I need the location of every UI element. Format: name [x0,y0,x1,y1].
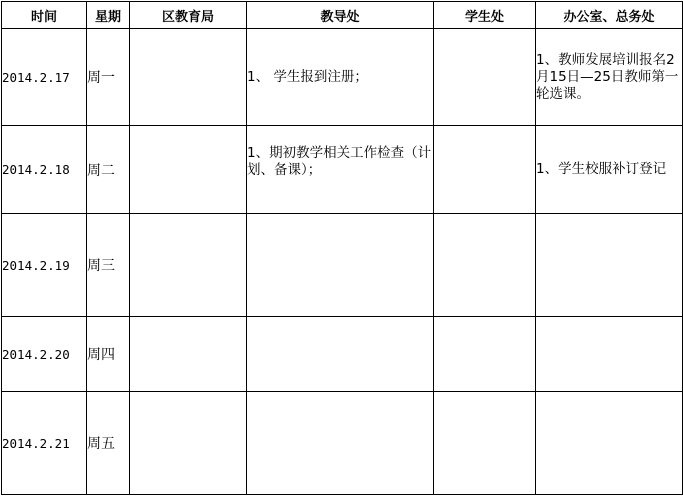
office-cell [536,392,683,495]
date-cell: 2014.2.18 [2,126,87,214]
table-row [2,29,683,126]
table-row [2,392,683,495]
weekday-cell: 周四 [87,317,130,392]
office-cell [536,126,683,214]
header-admin-office: 办公室、总务处 [536,2,683,29]
header-weekday: 星期 [87,2,130,29]
district-cell [130,29,247,126]
office-note: 1、教师发展培训报名2月15日—25日教师第一轮选课。 [536,51,679,102]
header-student-office: 学生处 [434,2,536,29]
teaching-note: 1、期初教学相关工作检查（计划、备课）； [247,145,432,178]
district-cell [130,214,247,317]
district-cell [130,392,247,495]
office-note: 1、学生校服补订登记 [536,161,667,177]
teaching-cell [247,29,434,126]
weekly-schedule-table [1,1,683,495]
students-cell [434,214,536,317]
district-cell [130,126,247,214]
header-district-bureau: 区教育局 [130,2,247,29]
teaching-note: 1、 学生报到注册； [247,68,368,85]
students-cell [434,317,536,392]
office-cell [536,317,683,392]
date-cell: 2014.2.17 [2,29,87,126]
students-cell [434,392,536,495]
weekday-cell: 周三 [87,214,130,317]
table-row [2,126,683,214]
teaching-cell [247,392,434,495]
table-row [2,214,683,317]
students-cell [434,126,536,214]
weekday-cell: 周二 [87,126,130,214]
teaching-cell [247,317,434,392]
header-row [2,2,683,29]
header-teaching-office: 教导处 [247,2,434,29]
date-cell: 2014.2.19 [2,214,87,317]
office-cell [536,29,683,126]
district-cell [130,317,247,392]
date-cell: 2014.2.20 [2,317,87,392]
header-time: 时间 [2,2,87,29]
teaching-cell [247,214,434,317]
date-cell: 2014.2.21 [2,392,87,495]
table-row [2,317,683,392]
weekday-cell: 周五 [87,392,130,495]
students-cell [434,29,536,126]
weekday-cell: 周一 [87,29,130,126]
office-cell [536,214,683,317]
teaching-cell [247,126,434,214]
